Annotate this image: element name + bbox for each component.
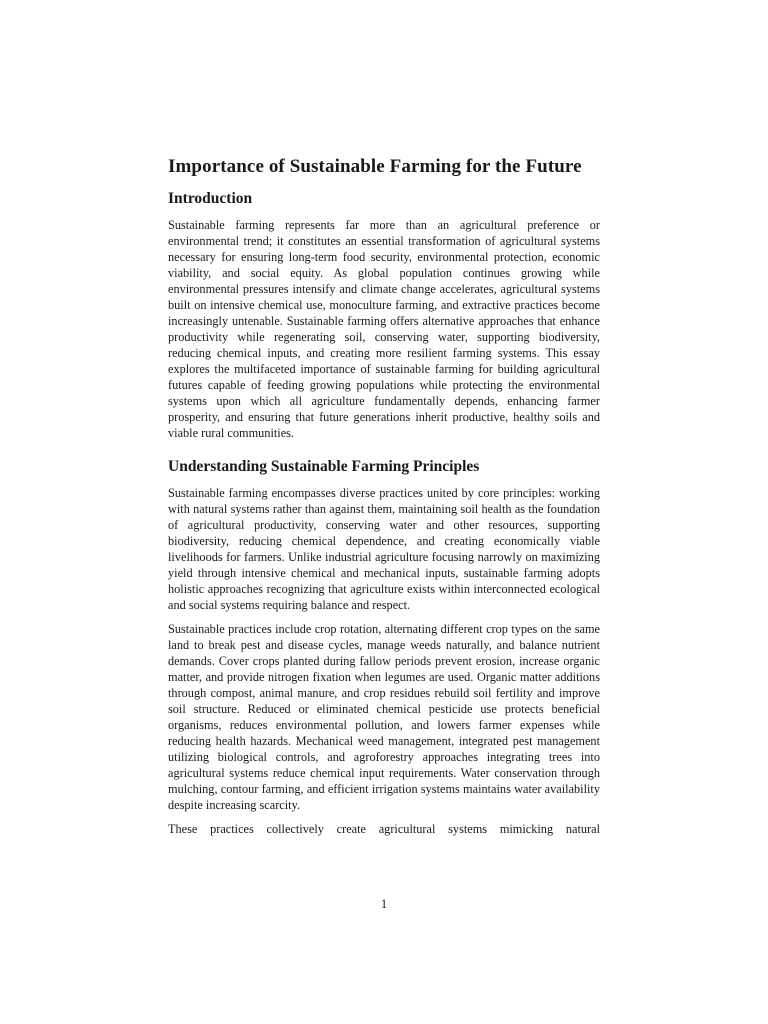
paragraph: Sustainable practices include crop rotation, alternating different crop types on the same land to break pest and disease cycles, manage weeds naturally, and balance nutrient demands. Cover crops planted during fallow periods prevent erosion, increase organic matter, and provide nitrogen fixation when legumes are used. Organic matter additions through compost, animal manure, and crop residues rebuild soil fertility and improve soil structure. Reduced or eliminated chemical pesticide use protects beneficial organisms, reduces environmental pollution, and lowers farmer expenses while reducing health hazards. Mechanical weed management, integrated pest management utilizing biological controls, and agroforestry approaches integrating trees into agricultural systems reduce chemical input requirements. Water conservation through mulching, contour farming, and efficient irrigation systems maintains water availability despite increasing scarcity. (168, 622, 600, 812)
section-heading-introduction: Introduction (168, 190, 253, 207)
document-title: Importance of Sustainable Farming for the Future (168, 156, 582, 177)
paragraph: Sustainable farming encompasses diverse practices united by core principles: working with natural systems rather than against them, maintaining soil health as the foundation of agricultural productivity, conserving water and other resources, supporting biodiversity, reducing chemical dependence, and creating economically viable livelihoods for farmers. Unlike industrial agriculture focusing narrowly on maximizing yield through intensive chemical and mechanical inputs, sustainable farming adopts holistic approaches recognizing that agriculture exists within interconnected ecological and social systems requiring balance and respect. (168, 486, 600, 612)
page-number: 1 (380, 897, 388, 911)
section-heading-principles: Understanding Sustainable Farming Principles (168, 458, 480, 475)
paragraph: These practices collectively create agricultural systems mimicking natural (168, 822, 600, 836)
document-page (168, 155, 600, 845)
paragraph: Sustainable farming represents far more than an agricultural preference or environmental trend; it constitutes an essential transformation of agricultural systems necessary for ensuring long-term food security, environmental protection, economic viability, and social equity. As global population continues growing while environmental pressures intensify and climate change accelerates, agricultural systems built on intensive chemical use, monoculture farming, and extractive practices become increasingly untenable. Sustainable farming offers alternative approaches that enhance productivity while regenerating soil, conserving water, supporting biodiversity, reducing chemical inputs, and creating more resilient farming systems. This essay explores the multifaceted importance of sustainable farming for building agricultural futures capable of feeding growing populations while protecting the environmental systems upon which all agriculture fundamentally depends, enhancing farmer prosperity, and ensuring that future generations inherit productive, healthy soils and viable rural communities. (168, 218, 600, 440)
